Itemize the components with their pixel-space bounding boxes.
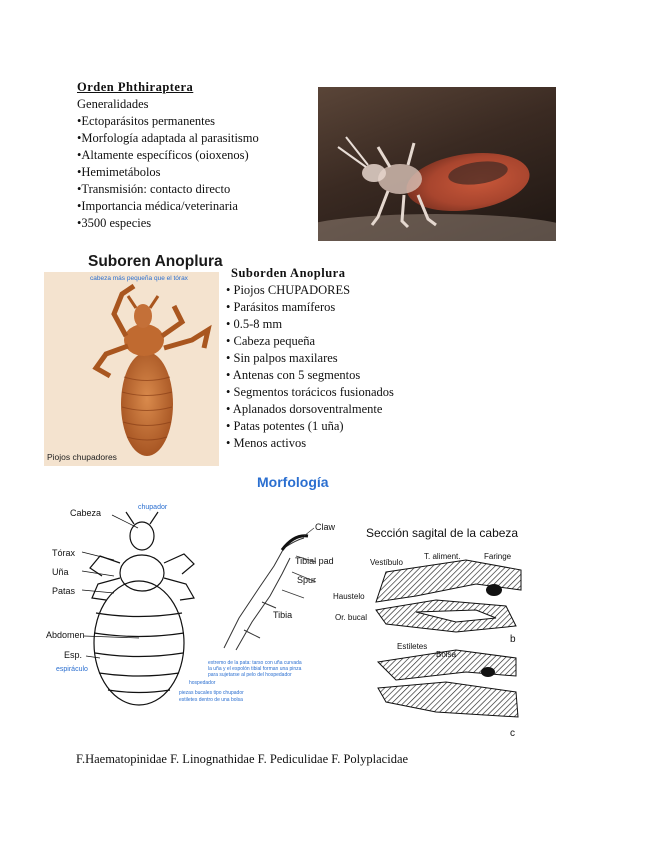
families-line: F.Haematopinidae F. Linognathidae F. Pediculidae F. Polyplacidae [76,752,409,766]
anoplura-photo [44,272,219,466]
suborden-bullet: • Antenas con 5 segmentos [226,368,361,382]
label-una: Uña [52,567,69,577]
anoplura-image-title: Suboren Anoplura [88,253,223,270]
sagital-section-diagram [356,552,534,732]
anoplura-caption-bottom: Piojos chupadores [47,452,117,462]
orden-bullet: •Importancia médica/veterinaria [77,199,238,213]
label-tibial-pad: Tibial pad [295,556,334,566]
label-bolsa: Bolsa [436,650,457,659]
label-espiraculo: espiráculo [56,666,88,673]
label-tibia: Tibia [273,610,293,620]
label-t-aliment: T. aliment. [424,552,461,561]
suborden-bullet: • Sin palpos maxilares [226,351,338,365]
louse-photo-drawing [318,87,556,241]
orden-bullet: •Altamente específicos (oioxenos) [77,148,249,162]
leg-diagram [204,518,334,658]
suborden-bullet: • Parásitos mamíferos [226,300,336,314]
louse-photo [318,87,556,241]
panel-letter-c: c [510,728,515,739]
orden-bullet: •Transmisión: contacto directo [77,182,231,196]
orden-bullet: •3500 especies [77,216,152,230]
label-estiletes: Estiletes [397,642,428,651]
label-or-bucal: Or. bucal [335,613,368,622]
suborden-bullet: • Patas potentes (1 uña) [226,419,344,433]
label-haustelo: Haustelo [333,592,365,601]
label-chupador: chupador [138,504,168,511]
label-patas: Patas [52,586,76,596]
label-abdomen: Abdomen [46,630,85,640]
suborden-bullet: • Menos activos [226,436,307,450]
suborden-title: Suborden Anoplura [231,266,346,280]
leg-note: la uña y el espolón tibial forman una pinza [208,666,302,672]
label-faringe: Faringe [484,552,512,561]
suborden-bullet: • Segmentos torácicos fusionados [226,385,394,399]
label-cabeza: Cabeza [70,508,102,518]
suborden-bullet: • Cabeza pequeña [226,334,316,348]
orden-bullet: •Ectoparásitos permanentes [77,114,216,128]
leg-note: hospedador [189,680,216,686]
sagital-title: Sección sagital de la cabeza [366,526,519,540]
suborden-bullet: • Aplanados dorsoventralmente [226,402,383,416]
label-esp: Esp. [64,650,83,660]
orden-bullet: •Hemimetábolos [77,165,161,179]
morfologia-figure [44,470,534,740]
anoplura-caption-top: cabeza más pequeña que el tórax [90,275,188,282]
suborden-bullet: • Piojos CHUPADORES [226,283,351,297]
label-torax: Tórax [52,548,76,558]
morfologia-title: Morfología [257,474,329,490]
suborden-bullet: • 0.5-8 mm [226,317,283,331]
label-spur: Spur [297,575,317,585]
label-claw: Claw [315,522,336,532]
orden-block [77,79,317,232]
mouth-note: piezas bucales tipo chupador [179,690,244,696]
leg-note: extremo de la pata: tarso con uña curvada [208,660,302,666]
orden-subtitle: Generalidades [77,97,149,111]
mouth-note: estiletes dentro de una bolsa [179,697,243,703]
orden-bullet: •Morfología adaptada al parasitismo [77,131,259,145]
suborden-block [226,265,446,452]
anoplura-louse-drawing [44,272,219,466]
orden-title: Orden Phthiraptera [77,80,194,94]
label-vestibulo: Vestíbulo [370,558,403,567]
leg-note: para sujetarse al pelo del hospedador [208,672,292,678]
panel-letter-b: b [510,634,516,645]
